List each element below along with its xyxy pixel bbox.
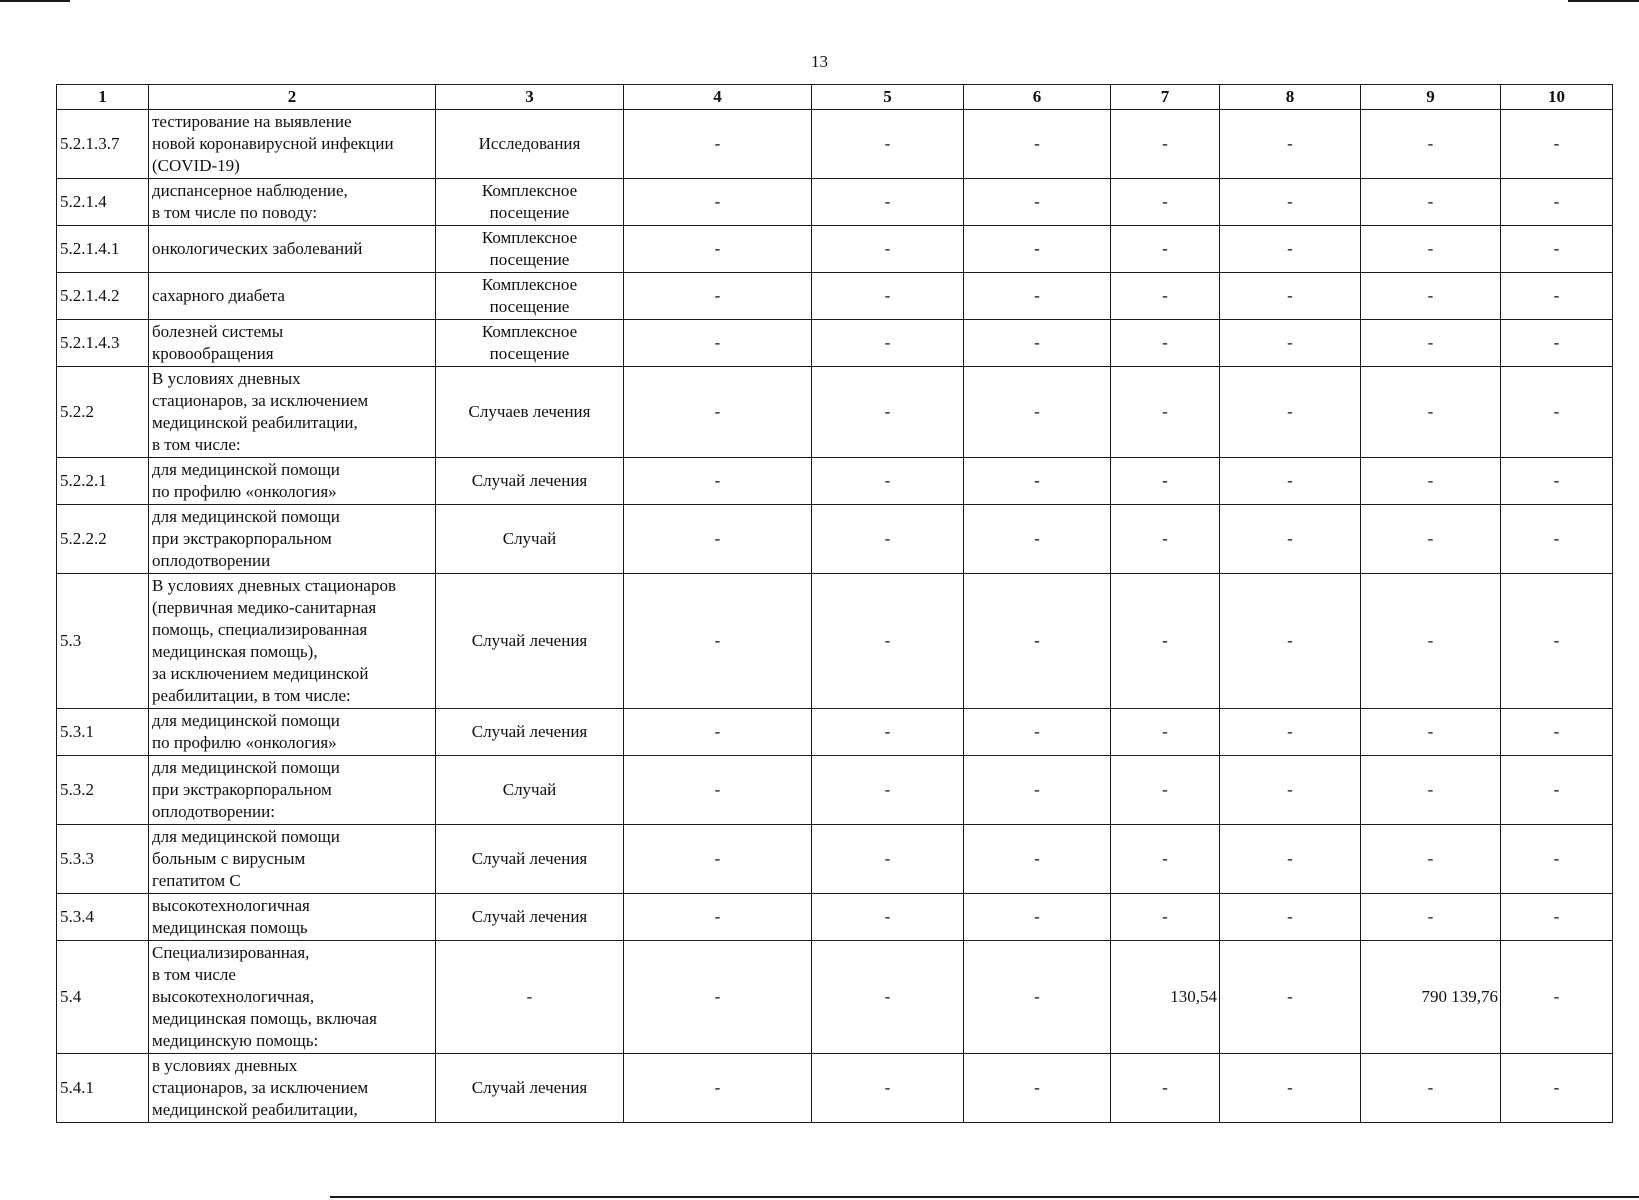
unit-line: посещение (489, 344, 570, 363)
unit-line: Комплексное (481, 228, 578, 247)
row-code: 5.2.1.4 (57, 179, 149, 226)
value-cell: - (1111, 709, 1220, 756)
description-line: новой коронавирусной инфекции (152, 134, 394, 153)
unit-line: Случай (502, 529, 557, 548)
value-cell: - (812, 320, 964, 367)
unit-line: посещение (489, 203, 570, 222)
unit-line: Комплексное (481, 275, 578, 294)
value-cell: - (1111, 574, 1220, 709)
row-code: 5.3.4 (57, 894, 149, 941)
value-cell: - (624, 756, 812, 825)
value-cell: - (1361, 1054, 1501, 1123)
value-cell: - (812, 505, 964, 574)
value-cell: - (1111, 894, 1220, 941)
row-description (149, 367, 436, 458)
table-row (57, 941, 1613, 1054)
value-cell: - (624, 226, 812, 273)
row-unit (436, 894, 624, 941)
value-cell: - (1501, 320, 1613, 367)
row-description (149, 574, 436, 709)
value-cell: - (624, 709, 812, 756)
unit-line: Случай лечения (471, 631, 588, 650)
value-cell: - (1220, 941, 1361, 1054)
value-cell: - (1361, 756, 1501, 825)
column-header: 3 (436, 85, 624, 110)
value-cell: - (1220, 273, 1361, 320)
value-cell: - (1111, 367, 1220, 458)
column-header: 2 (149, 85, 436, 110)
description-line: стационаров, за исключением (152, 1078, 369, 1097)
description-line: реабилитации, в том числе: (152, 686, 351, 705)
row-unit (436, 179, 624, 226)
description-line: гепатитом С (152, 871, 241, 890)
row-description (149, 1054, 436, 1123)
row-unit (436, 226, 624, 273)
value-cell: - (1501, 709, 1613, 756)
description-line: медицинская помощь (152, 918, 308, 937)
row-unit (436, 320, 624, 367)
description-line: стационаров, за исключением (152, 391, 369, 410)
value-cell: - (1220, 709, 1361, 756)
row-description (149, 110, 436, 179)
row-code: 5.3.3 (57, 825, 149, 894)
table-row (57, 894, 1613, 941)
value-cell: - (1501, 894, 1613, 941)
unit-line: посещение (489, 250, 570, 269)
description-line: медицинской реабилитации, (152, 413, 358, 432)
row-description (149, 756, 436, 825)
value-cell: - (1361, 574, 1501, 709)
value-cell: - (1501, 574, 1613, 709)
row-unit (436, 458, 624, 505)
row-description (149, 273, 436, 320)
scan-edge-top-left (0, 0, 70, 2)
description-line: оплодотворении: (152, 802, 275, 821)
row-description (149, 505, 436, 574)
value-cell: - (1220, 1054, 1361, 1123)
value-cell: - (964, 273, 1111, 320)
value-cell: - (1361, 894, 1501, 941)
unit-line: Комплексное (481, 322, 578, 341)
table-row (57, 110, 1613, 179)
description-line: в условиях дневных (152, 1056, 298, 1075)
value-cell: - (964, 709, 1111, 756)
description-line: болезней системы (152, 322, 284, 341)
description-line: оплодотворении (152, 551, 271, 570)
value-cell: - (1220, 367, 1361, 458)
column-header: 7 (1111, 85, 1220, 110)
value-cell: - (1501, 458, 1613, 505)
row-unit (436, 756, 624, 825)
description-line: для медицинской помощи (152, 507, 340, 526)
value-cell: - (1111, 179, 1220, 226)
value-cell: 130,54 (1111, 941, 1220, 1054)
value-cell: - (1501, 825, 1613, 894)
row-unit (436, 110, 624, 179)
value-cell: - (812, 110, 964, 179)
row-code: 5.2.1.4.1 (57, 226, 149, 273)
description-line: медицинская помощь, включая (152, 1009, 377, 1028)
value-cell: - (1111, 320, 1220, 367)
value-cell: - (964, 179, 1111, 226)
table-row (57, 273, 1613, 320)
row-code: 5.4 (57, 941, 149, 1054)
value-cell: - (1220, 110, 1361, 179)
description-line: медицинской реабилитации, (152, 1100, 358, 1119)
value-cell: 790 139,76 (1361, 941, 1501, 1054)
unit-line: Случай лечения (471, 471, 588, 490)
row-unit (436, 367, 624, 458)
value-cell: - (812, 1054, 964, 1123)
description-line: для медицинской помощи (152, 711, 340, 730)
description-line: при экстракорпоральном (152, 780, 332, 799)
value-cell: - (812, 825, 964, 894)
column-header: 4 (624, 85, 812, 110)
description-line: В условиях дневных (152, 369, 301, 388)
value-cell: - (812, 709, 964, 756)
value-cell: - (1111, 226, 1220, 273)
value-cell: - (624, 458, 812, 505)
value-cell: - (1111, 756, 1220, 825)
row-code: 5.3.1 (57, 709, 149, 756)
scan-edge-top-right (1568, 0, 1639, 2)
value-cell: - (624, 110, 812, 179)
description-line: при экстракорпоральном (152, 529, 332, 548)
description-line: тестирование на выявление (152, 112, 352, 131)
column-header: 5 (812, 85, 964, 110)
value-cell: - (1501, 756, 1613, 825)
row-description (149, 894, 436, 941)
value-cell: - (964, 505, 1111, 574)
scan-edge-bottom (330, 1196, 1639, 1198)
value-cell: - (812, 226, 964, 273)
table-row (57, 226, 1613, 273)
unit-line: Случай лечения (471, 907, 588, 926)
column-header: 8 (1220, 85, 1361, 110)
row-code: 5.2.2.1 (57, 458, 149, 505)
description-line: по профилю «онкология» (152, 482, 337, 501)
value-cell: - (624, 273, 812, 320)
value-cell: - (1501, 941, 1613, 1054)
value-cell: - (1361, 458, 1501, 505)
description-line: для медицинской помощи (152, 827, 340, 846)
value-cell: - (624, 179, 812, 226)
value-cell: - (1111, 110, 1220, 179)
value-cell: - (1220, 894, 1361, 941)
table-row (57, 458, 1613, 505)
unit-line: Комплексное (481, 181, 578, 200)
description-line: кровообращения (152, 344, 274, 363)
description-line: для медицинской помощи (152, 758, 340, 777)
description-line: сахарного диабета (152, 286, 285, 305)
description-line: высокотехнологичная, (152, 987, 315, 1006)
description-line: медицинскую помощь: (152, 1031, 319, 1050)
value-cell: - (624, 894, 812, 941)
unit-line: - (526, 987, 533, 1006)
value-cell: - (812, 367, 964, 458)
value-cell: - (1361, 226, 1501, 273)
value-cell: - (624, 941, 812, 1054)
table-row (57, 320, 1613, 367)
description-line: медицинская помощь), (152, 642, 318, 661)
row-unit (436, 1054, 624, 1123)
row-description (149, 941, 436, 1054)
description-line: в том числе: (152, 435, 241, 454)
row-description (149, 709, 436, 756)
value-cell: - (812, 894, 964, 941)
value-cell: - (812, 458, 964, 505)
value-cell: - (1220, 825, 1361, 894)
row-code: 5.2.2.2 (57, 505, 149, 574)
value-cell: - (964, 894, 1111, 941)
row-description (149, 458, 436, 505)
unit-line: Исследования (478, 134, 581, 153)
value-cell: - (1361, 825, 1501, 894)
table-row (57, 367, 1613, 458)
description-line: помощь, специализированная (152, 620, 368, 639)
value-cell: - (964, 320, 1111, 367)
value-cell: - (1501, 505, 1613, 574)
value-cell: - (624, 367, 812, 458)
unit-line: Случай лечения (471, 849, 588, 868)
description-line: (первичная медико-санитарная (152, 598, 377, 617)
value-cell: - (1361, 367, 1501, 458)
row-code: 5.3 (57, 574, 149, 709)
description-line: по профилю «онкология» (152, 733, 337, 752)
value-cell: - (1111, 458, 1220, 505)
value-cell: - (624, 320, 812, 367)
row-unit (436, 273, 624, 320)
value-cell: - (1501, 226, 1613, 273)
value-cell: - (624, 825, 812, 894)
table-row (57, 709, 1613, 756)
value-cell: - (964, 367, 1111, 458)
value-cell: - (1111, 273, 1220, 320)
value-cell: - (1501, 273, 1613, 320)
value-cell: - (1501, 179, 1613, 226)
description-line: онкологических заболеваний (152, 239, 363, 258)
unit-line: Случай (502, 780, 557, 799)
row-description (149, 226, 436, 273)
column-header: 9 (1361, 85, 1501, 110)
column-header: 10 (1501, 85, 1613, 110)
description-line: диспансерное наблюдение, (152, 181, 348, 200)
value-cell: - (1220, 226, 1361, 273)
description-line: в том числе по поводу: (152, 203, 318, 222)
value-cell: - (964, 226, 1111, 273)
value-cell: - (964, 825, 1111, 894)
row-unit (436, 505, 624, 574)
value-cell: - (964, 941, 1111, 1054)
table-row (57, 756, 1613, 825)
value-cell: - (1361, 505, 1501, 574)
value-cell: - (1501, 1054, 1613, 1123)
value-cell: - (812, 756, 964, 825)
row-unit (436, 709, 624, 756)
value-cell: - (624, 1054, 812, 1123)
table-row (57, 179, 1613, 226)
unit-line: Случаев лечения (468, 402, 591, 421)
row-unit (436, 941, 624, 1054)
value-cell: - (1220, 505, 1361, 574)
value-cell: - (1111, 825, 1220, 894)
description-line: В условиях дневных стационаров (152, 576, 396, 595)
header-row (57, 85, 1613, 110)
description-line: (COVID-19) (152, 156, 240, 175)
row-code: 5.2.1.4.3 (57, 320, 149, 367)
row-description (149, 179, 436, 226)
value-cell: - (1361, 320, 1501, 367)
unit-line: Случай лечения (471, 1078, 588, 1097)
row-description (149, 825, 436, 894)
unit-line: посещение (489, 297, 570, 316)
value-cell: - (812, 273, 964, 320)
value-cell: - (812, 179, 964, 226)
table-row (57, 1054, 1613, 1123)
row-code: 5.2.2 (57, 367, 149, 458)
description-line: за исключением медицинской (152, 664, 369, 683)
page-number: 13 (811, 52, 828, 71)
description-line: больным с вирусным (152, 849, 306, 868)
data-table (56, 84, 1613, 1123)
value-cell: - (1361, 273, 1501, 320)
description-line: Специализированная, (152, 943, 310, 962)
value-cell: - (1220, 320, 1361, 367)
table-row (57, 825, 1613, 894)
value-cell: - (1501, 110, 1613, 179)
value-cell: - (624, 505, 812, 574)
value-cell: - (964, 458, 1111, 505)
value-cell: - (964, 574, 1111, 709)
value-cell: - (1361, 709, 1501, 756)
value-cell: - (1220, 574, 1361, 709)
row-code: 5.4.1 (57, 1054, 149, 1123)
value-cell: - (624, 574, 812, 709)
description-line: для медицинской помощи (152, 460, 340, 479)
unit-line: Случай лечения (471, 722, 588, 741)
table-row (57, 574, 1613, 709)
value-cell: - (812, 941, 964, 1054)
value-cell: - (812, 574, 964, 709)
row-description (149, 320, 436, 367)
value-cell: - (1361, 110, 1501, 179)
table-body (57, 110, 1613, 1123)
description-line: в том числе (152, 965, 236, 984)
value-cell: - (1220, 756, 1361, 825)
value-cell: - (1501, 367, 1613, 458)
value-cell: - (964, 1054, 1111, 1123)
value-cell: - (1361, 179, 1501, 226)
row-code: 5.2.1.3.7 (57, 110, 149, 179)
value-cell: - (964, 756, 1111, 825)
description-line: высокотехнологичная (152, 896, 310, 915)
column-header: 1 (57, 85, 149, 110)
value-cell: - (1111, 1054, 1220, 1123)
column-header: 6 (964, 85, 1111, 110)
value-cell: - (1220, 179, 1361, 226)
value-cell: - (964, 110, 1111, 179)
row-unit (436, 574, 624, 709)
row-code: 5.2.1.4.2 (57, 273, 149, 320)
row-unit (436, 825, 624, 894)
value-cell: - (1220, 458, 1361, 505)
value-cell: - (1111, 505, 1220, 574)
row-code: 5.3.2 (57, 756, 149, 825)
table-row (57, 505, 1613, 574)
